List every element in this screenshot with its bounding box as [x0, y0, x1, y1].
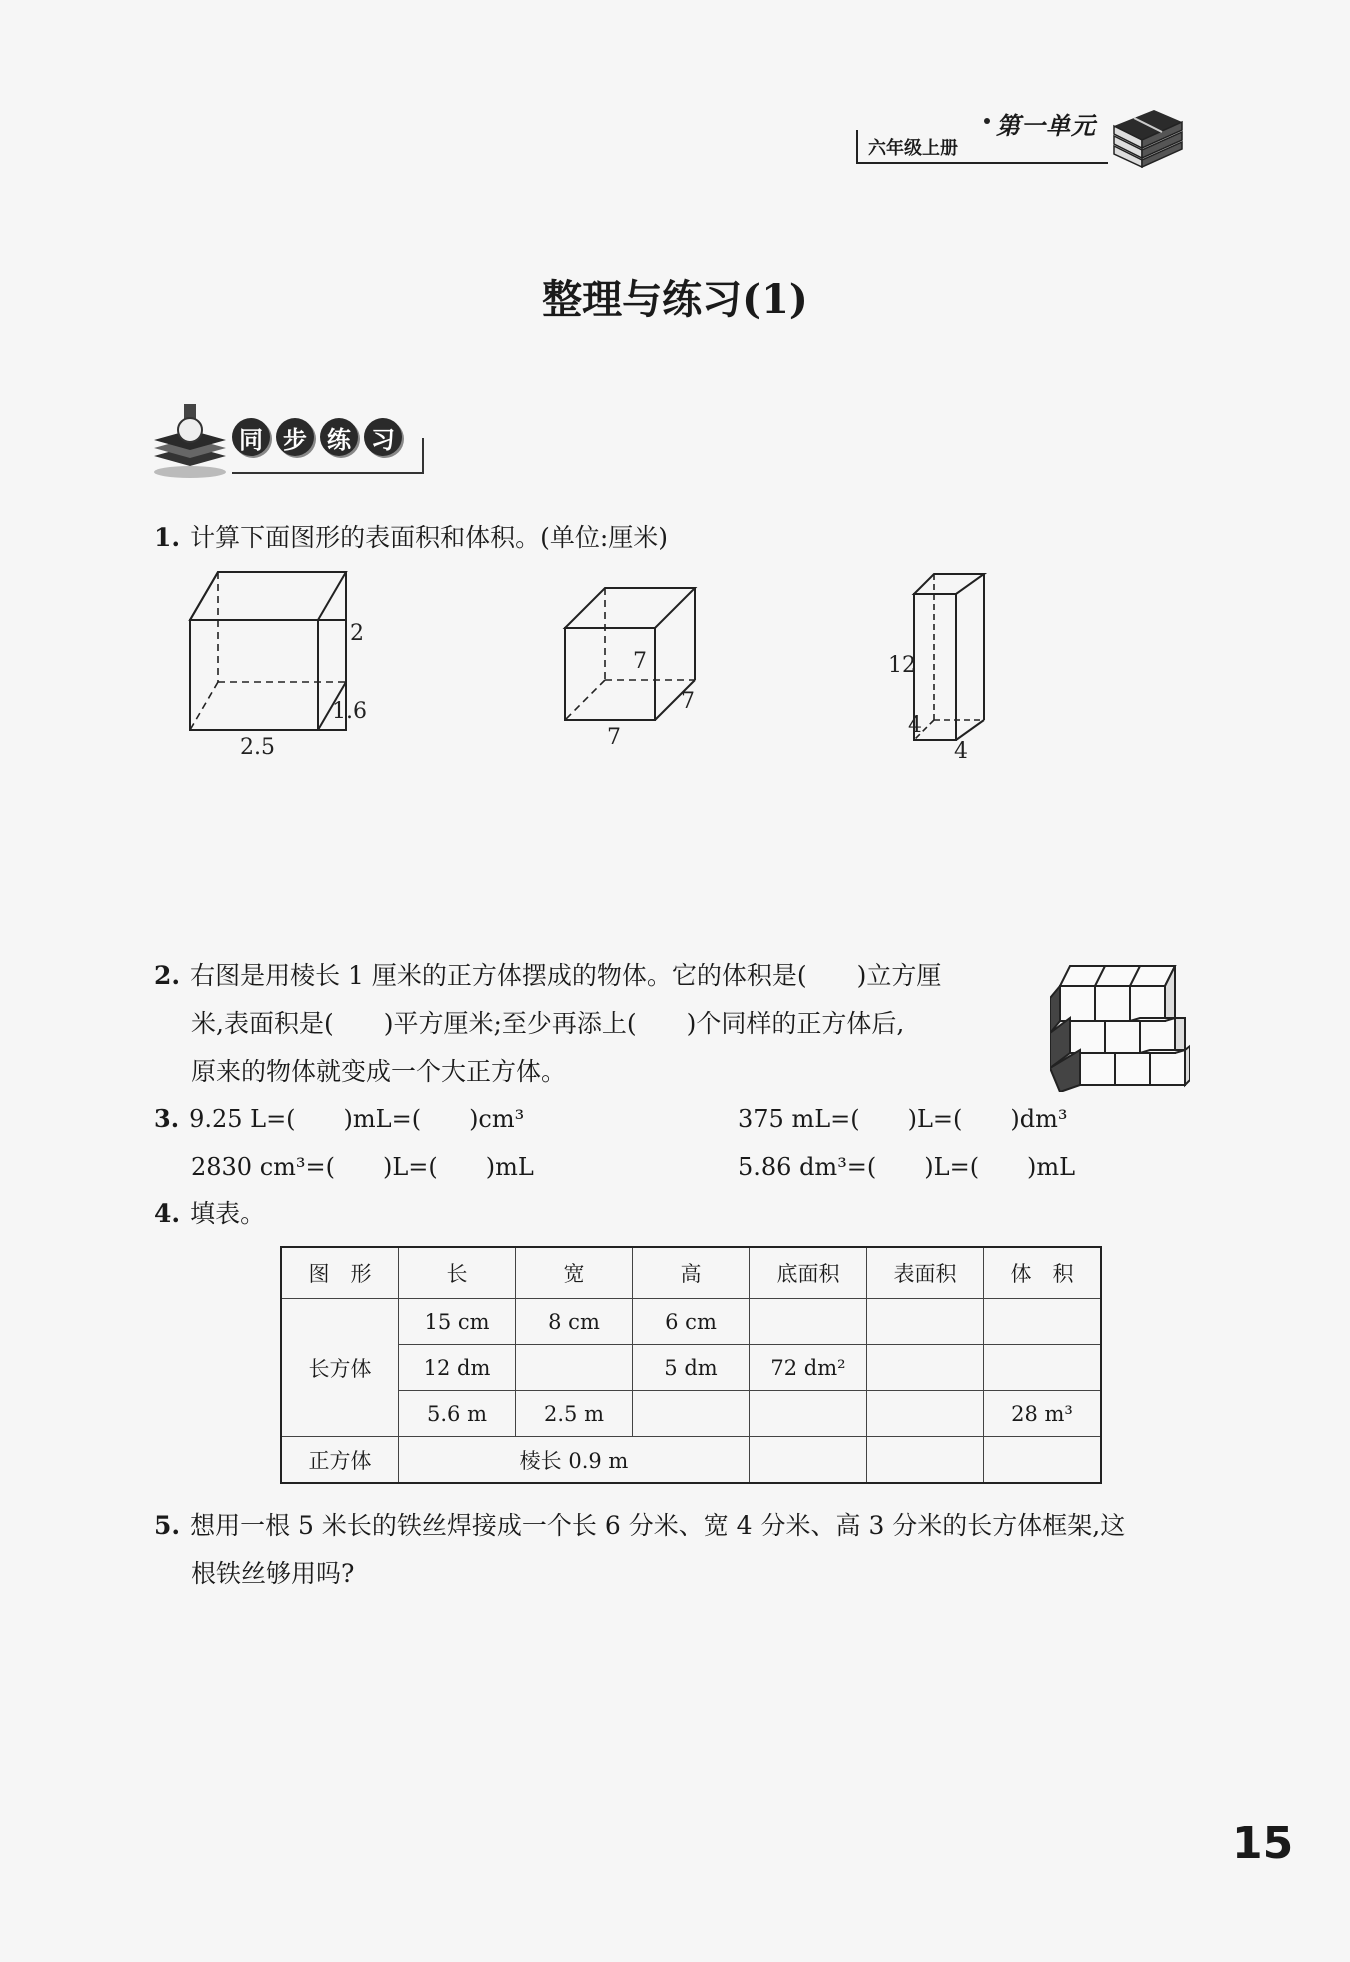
table-cell: 8 cm	[516, 1299, 633, 1345]
dimension-label: 4	[908, 713, 922, 738]
dimension-label: 2.5	[240, 735, 275, 760]
header-dot	[984, 118, 990, 124]
question-3-a	[154, 1095, 524, 1143]
table-header-cell: 表面积	[867, 1247, 984, 1299]
table-cell: 28 m³	[984, 1391, 1102, 1437]
question-text: 根铁丝够用吗?	[191, 1559, 355, 1588]
table-header-cell: 高	[633, 1247, 750, 1299]
dimension-label: 12	[888, 653, 916, 678]
table-row	[281, 1299, 1101, 1345]
dimension-label: 7	[681, 689, 695, 714]
table-cell	[867, 1391, 984, 1437]
table-cell	[867, 1345, 984, 1391]
table-cell: 15 cm	[399, 1299, 516, 1345]
table-header-row	[281, 1247, 1101, 1299]
question-number: 2.	[154, 961, 181, 990]
shape-label-cell: 长方体	[281, 1299, 399, 1437]
table-cell: 72 dm²	[750, 1345, 867, 1391]
table-row	[281, 1345, 1101, 1391]
table-header-cell: 体 积	[984, 1247, 1102, 1299]
page-title: 整理与练习(1)	[542, 276, 808, 323]
shape-label-cell: 正方体	[281, 1437, 399, 1484]
grade-label: 六年级上册	[868, 138, 958, 159]
fill-in-table	[280, 1246, 1102, 1484]
table-header-cell: 长	[399, 1247, 516, 1299]
question-text: 米,表面积是( )平方厘米;至少再添上( )个同样的正方体后,	[191, 1009, 905, 1038]
question-text: 填表。	[190, 1199, 266, 1228]
table-cell: 5 dm	[633, 1345, 750, 1391]
table-cell	[750, 1391, 867, 1437]
question-4	[154, 1190, 265, 1238]
unit-label: 第一单元	[996, 112, 1096, 140]
table-cell: 12 dm	[399, 1345, 516, 1391]
table-cell: 棱长 0.9 m	[399, 1437, 750, 1484]
table-header-cell: 底面积	[750, 1247, 867, 1299]
books-stack-icon	[1106, 96, 1184, 168]
table-header-cell: 图 形	[281, 1247, 399, 1299]
table-cell	[750, 1299, 867, 1345]
lamp-books-icon	[150, 400, 230, 480]
page-number: 15	[1232, 1818, 1294, 1869]
question-number: 5.	[154, 1511, 181, 1540]
section-heading	[232, 418, 402, 456]
stacked-cubes-figure	[1050, 958, 1190, 1096]
question-number: 1.	[154, 523, 181, 552]
section-badge: 步	[276, 418, 314, 456]
question-number: 3.	[154, 1104, 180, 1133]
question-3-d: 5.86 dm³=( )L=( )mL	[738, 1153, 1076, 1181]
section-badge: 练	[320, 418, 358, 456]
table-cell	[984, 1437, 1102, 1484]
dimension-label: 1.6	[332, 699, 367, 724]
cuboid-figure-3	[884, 568, 1004, 762]
question-1	[154, 514, 668, 562]
question-3-b: 375 mL=( )L=( )dm³	[738, 1105, 1068, 1133]
table-cell: 2.5 m	[516, 1391, 633, 1437]
dimension-label: 4	[954, 739, 968, 758]
table-header-cell: 宽	[516, 1247, 633, 1299]
dimension-label: 2	[350, 621, 364, 646]
question-2	[154, 952, 1034, 1096]
question-text: 计算下面图形的表面积和体积。(单位:厘米)	[190, 523, 669, 552]
table-cell	[867, 1299, 984, 1345]
dimension-label: 7	[633, 649, 647, 674]
question-text: 原来的物体就变成一个大正方体。	[191, 1057, 567, 1086]
table-cell	[750, 1437, 867, 1484]
table-row	[281, 1437, 1101, 1484]
table-cell	[633, 1391, 750, 1437]
question-5	[154, 1502, 1204, 1598]
cube-figure	[555, 578, 715, 752]
dimension-label: 7	[607, 725, 621, 748]
question-text: 右图是用棱长 1 厘米的正方体摆成的物体。它的体积是( )立方厘	[190, 961, 942, 990]
table-cell	[867, 1437, 984, 1484]
question-number: 4.	[154, 1199, 181, 1228]
question-3-c: 2830 cm³=( )L=( )mL	[191, 1153, 534, 1181]
question-text: 想用一根 5 米长的铁丝焊接成一个长 6 分米、宽 4 分米、高 3 分米的长方体框架,这	[190, 1511, 1126, 1540]
table-cell	[984, 1345, 1102, 1391]
conversion-text: 9.25 L=( )mL=( )cm³	[189, 1105, 525, 1133]
section-badge: 习	[364, 418, 402, 456]
table-cell: 6 cm	[633, 1299, 750, 1345]
section-badge: 同	[232, 418, 270, 456]
table-row	[281, 1391, 1101, 1437]
cuboid-figure-1	[180, 560, 400, 764]
table-cell	[516, 1345, 633, 1391]
table-cell	[984, 1299, 1102, 1345]
table-cell: 5.6 m	[399, 1391, 516, 1437]
